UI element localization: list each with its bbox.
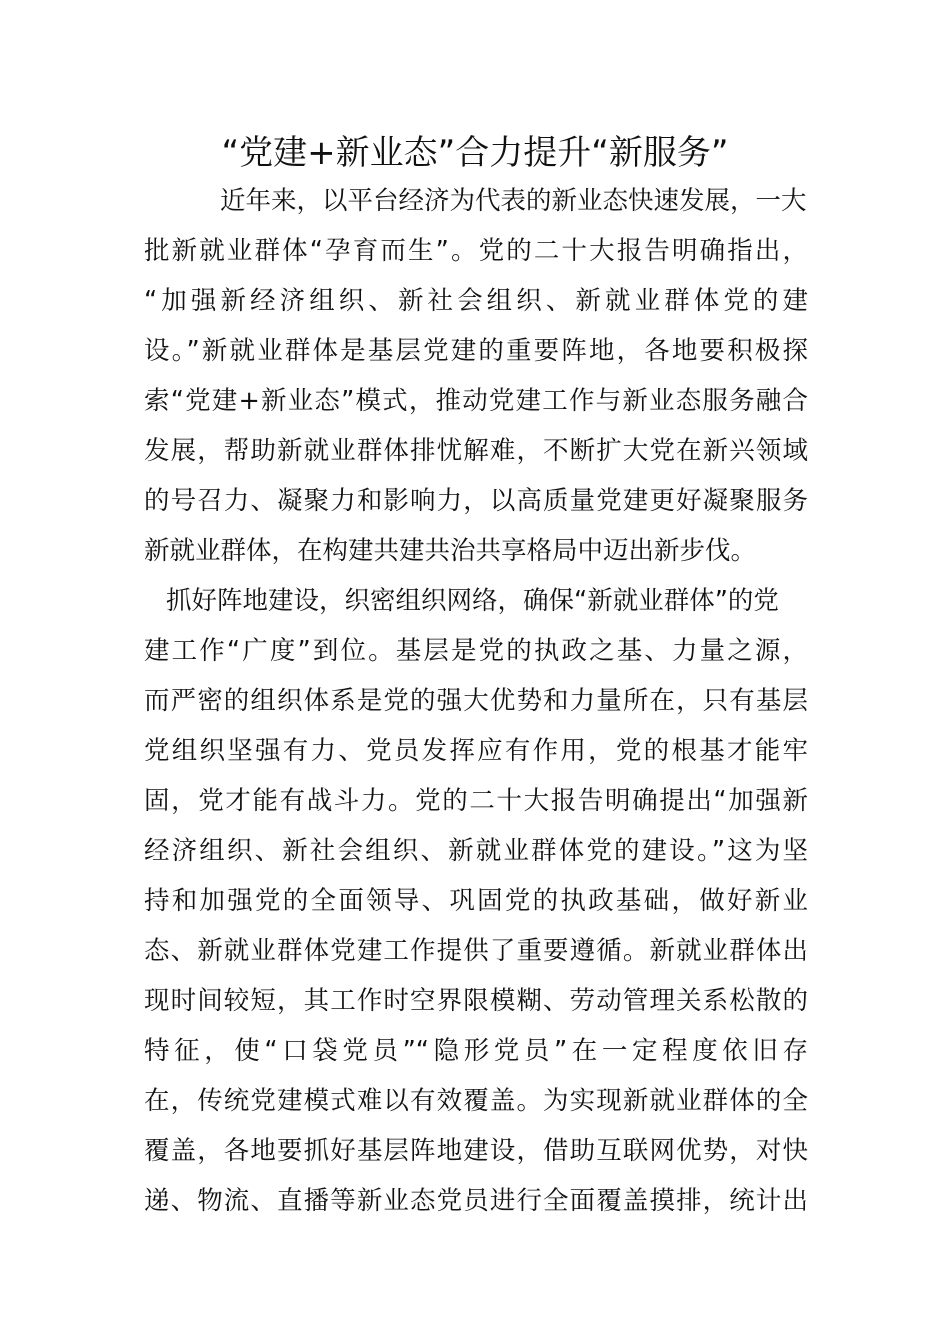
paragraph-line: 新就业群体，在构建共建共治共享格局中迈出新步伐。 bbox=[144, 536, 757, 566]
paragraph-line: 抓好阵地建设，织密组织网络，确保“新就业群体”的党 bbox=[166, 586, 779, 616]
paragraph-line: 发展，帮助新就业群体排忧解难，不断扩大党在新兴领域 bbox=[144, 436, 808, 466]
paragraph-line: 覆盖，各地要抓好基层阵地建设，借助互联网优势，对快 bbox=[144, 1136, 808, 1166]
paragraph-organization bbox=[144, 576, 808, 1226]
paragraph-line: “加强新经济组织、新社会组织、新就业群体党的建 bbox=[144, 286, 808, 316]
paragraph-line: 设。”新就业群体是基层党建的重要阵地，各地要积极探 bbox=[144, 336, 808, 366]
paragraph-line: 批新就业群体“孕育而生”。党的二十大报告明确指出， bbox=[144, 236, 808, 266]
paragraph-line: 持和加强党的全面领导、巩固党的执政基础，做好新业 bbox=[144, 886, 808, 916]
paragraph-line: 态、新就业群体党建工作提供了重要遵循。新就业群体出 bbox=[144, 936, 808, 966]
paragraph-line: 在，传统党建模式难以有效覆盖。为实现新就业群体的全 bbox=[144, 1086, 808, 1116]
paragraph-line: 递、物流、直播等新业态党员进行全面覆盖摸排，统计出 bbox=[144, 1186, 808, 1216]
paragraph-line: 索“党建+新业态”模式，推动党建工作与新业态服务融合 bbox=[144, 386, 808, 416]
paragraph-line: 经济组织、新社会组织、新就业群体党的建设。”这为坚 bbox=[144, 836, 808, 866]
paragraph-line: 的号召力、凝聚力和影响力，以高质量党建更好凝聚服务 bbox=[144, 486, 808, 516]
paragraph-line: 固，党才能有战斗力。党的二十大报告明确提出“加强新 bbox=[144, 786, 808, 816]
paragraph-line: 而严密的组织体系是党的强大优势和力量所在，只有基层 bbox=[144, 686, 808, 716]
document-title: “党建+新业态”合力提升“新服务” bbox=[221, 133, 729, 173]
paragraph-line: 现时间较短，其工作时空界限模糊、劳动管理关系松散的 bbox=[144, 986, 808, 1016]
paragraph-line: 党组织坚强有力、党员发挥应有作用，党的根基才能牢 bbox=[144, 736, 808, 766]
paragraph-line: 近年来，以平台经济为代表的新业态快速发展，一大 bbox=[220, 186, 807, 216]
paragraph-intro bbox=[144, 176, 808, 576]
paragraph-line: 特征，使“口袋党员”“隐形党员”在一定程度依旧存 bbox=[144, 1036, 808, 1066]
paragraph-line: 建工作“广度”到位。基层是党的执政之基、力量之源， bbox=[144, 636, 808, 666]
